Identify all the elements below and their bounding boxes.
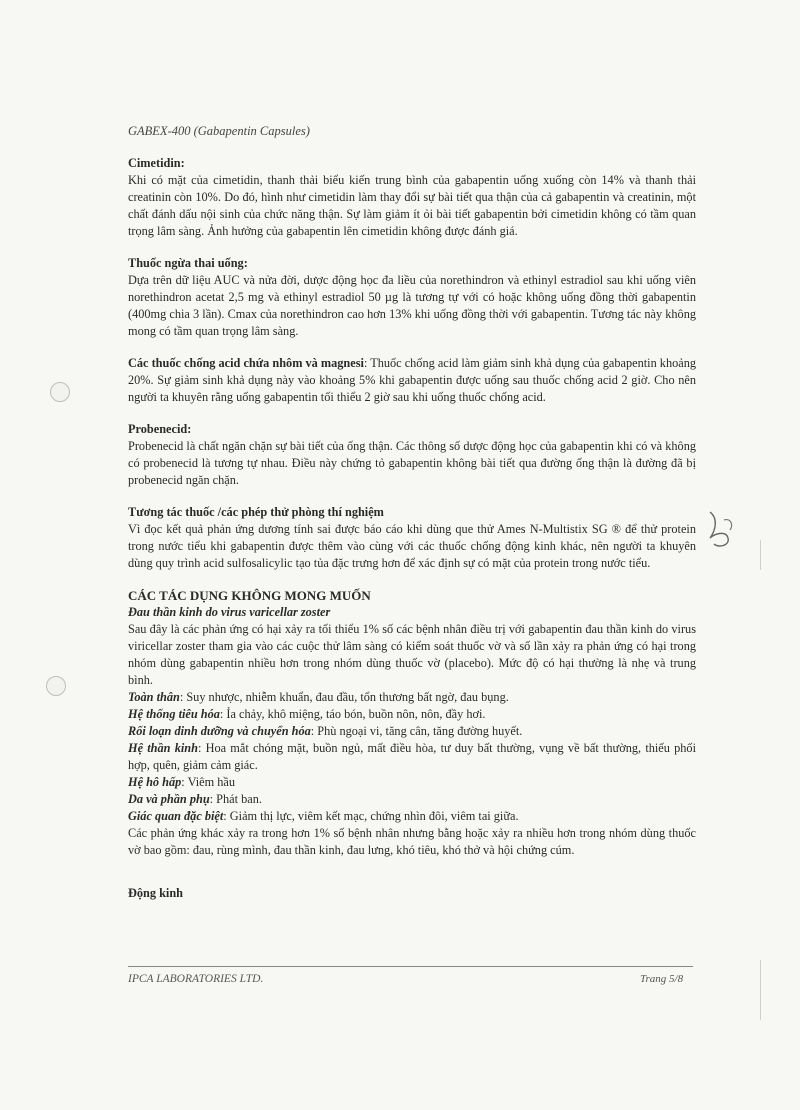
adverse-item-text: : Ỉa chảy, khô miệng, táo bón, buồn nôn, nôn, đầy hơi. — [219, 707, 486, 721]
adverse-item-label: Hệ thần kinh — [128, 741, 198, 755]
section-body: Dựa trên dữ liệu AUC và nửa đời, dược động học đa liều của norethindron và ethinyl estradiol sau khi uống viên norethindron acetat 2,5 mg và ethinyl estradiol 50 µg là tương tự với có hoặc không uống đồng thời gabapentin (400mg chia 3 lần). Cmax của norethindron cao hơn 13% khi uống đồng thời với gabapentin. Tương tác này không mong có tầm quan trọng lâm sàng. — [128, 273, 696, 338]
section-oral-contraceptives — [128, 255, 696, 340]
adverse-item-text: : Phù ngoại vi, tăng cân, tăng đường huyết. — [310, 724, 523, 738]
scan-edge-line — [760, 960, 761, 1020]
section-title: Thuốc ngừa thai uống: — [128, 256, 248, 270]
section-probenecid — [128, 421, 696, 489]
adverse-item-text: : Phát ban. — [209, 792, 262, 806]
section-cimetidin — [128, 155, 696, 240]
section-lab-tests — [128, 504, 696, 572]
adverse-title: CÁC TÁC DỤNG KHÔNG MONG MUỐN — [128, 588, 371, 603]
scan-edge-line — [760, 540, 761, 570]
section-title: Tương tác thuốc /các phép thử phòng thí nghiệm — [128, 505, 384, 519]
adverse-item — [128, 689, 696, 706]
adverse-item-text: : Giảm thị lực, viêm kết mạc, chứng nhìn đôi, viêm tai giữa. — [223, 809, 519, 823]
punch-hole-bottom — [46, 676, 66, 696]
next-section-heading: Động kinh — [128, 886, 184, 900]
footer-company: IPCA LABORATORIES LTD. — [128, 973, 264, 985]
document-body — [128, 155, 696, 902]
adverse-item — [128, 740, 696, 774]
section-body: Probenecid là chất ngăn chặn sự bài tiết của ống thận. Các thông số dược động học của gabapentin khi có và không có probenecid là tương tự nhau. Điều này chứng tỏ gabapentin không bài tiết qua đường ống thận là đường đã bị probenecid ngăn chặn. — [128, 439, 696, 487]
adverse-item — [128, 808, 696, 825]
adverse-item-label: Hệ hô hấp — [128, 775, 182, 789]
document-header: GABEX-400 (Gabapentin Capsules) — [128, 124, 310, 138]
punch-hole-top — [50, 382, 70, 402]
footer-page-number: Trang 5/8 — [640, 973, 684, 985]
adverse-item — [128, 723, 696, 740]
adverse-item-text: : Suy nhược, nhiễm khuẩn, đau đầu, tổn thương bất ngờ, đau bụng. — [179, 690, 509, 704]
section-title: Cimetidin: — [128, 156, 185, 170]
adverse-closing: Các phản ứng khác xảy ra trong hơn 1% số bệnh nhân nhưng bằng hoặc xảy ra nhiều hơn trong nhóm dùng thuốc vờ bao gồm: đau, rùng mình, đau thần kinh, đau lưng, khó tiêu, khó thở và hội chứng cúm. — [128, 826, 696, 857]
adverse-item-text: : Hoa mắt chóng mặt, buồn ngủ, mất điều hòa, tư duy bất thường, vụng về bất thường, thiếu phối hợp, quên, giảm cảm giác. — [128, 741, 696, 772]
adverse-intro: Sau đây là các phản ứng có hại xảy ra tối thiểu 1% số các bệnh nhân điều trị với gabapentin đau thần kinh do virus viricellar zoster tham gia vào các cuộc thử lâm sàng có kiểm soát thuốc vờ và số lần xảy ra phản ứng có hại trong nhóm dùng gabapentin nhiều hơn trong nhóm dùng thuốc vờ (placebo). Mức độ có hại thường là nhẹ và trung bình. — [128, 622, 696, 687]
adverse-item-label: Rối loạn dinh dưỡng và chuyển hóa — [128, 724, 311, 738]
footer-divider — [128, 966, 693, 967]
adverse-item — [128, 706, 696, 723]
adverse-item-label: Da và phần phụ — [128, 792, 210, 806]
adverse-item-label: Toàn thân — [128, 690, 180, 704]
adverse-subtitle: Đau thần kinh do virus varicellar zoster — [128, 605, 331, 619]
adverse-item-label: Hệ thống tiêu hóa — [128, 707, 220, 721]
section-antacids — [128, 355, 696, 406]
section-body: Khi có mặt của cimetidin, thanh thải biểu kiến trung bình của gabapentin uống xuống còn 14% và thanh thải creatinin còn 10%. Do đó, hình như cimetidin làm thay đổi sự bài tiết qua thận của cả gabapentin và creatinin, một chất đánh dấu nội sinh của chức năng thận. Sự làm giảm ít ỏi bài tiết gabapentin bởi cimetidin không có tầm quan trọng lâm sàng. Ảnh hưởng của gabapentin lên cimetidin không được đánh giá. — [128, 173, 696, 238]
section-body: Vì đọc kết quả phản ứng dương tính sai được báo cáo khi dùng que thử Ames N-Multistix SG ® để thử protein trong nước tiểu khi gabapentin được thêm vào cùng với các thuốc chống động kinh khác, nên người ta khuyên dùng quy trình acid sulfosalicylic tạo tủa đặc trưng hơn để xác định sự có mặt của protein trong nước tiểu. — [128, 522, 696, 570]
adverse-item — [128, 774, 696, 791]
section-body: : Thuốc chống acid làm giảm sinh khả dụng của gabapentin khoảng 20%. Sự giảm sinh khả dụng này vào khoảng 5% khi gabapentin được uống sau thuốc chống acid 2 giờ. Cho nên người ta khuyên rằng uống gabapentin tối thiểu 2 giờ sau khi uống thuốc chống acid. — [128, 356, 697, 404]
adverse-item — [128, 791, 696, 808]
handwritten-mark-icon — [704, 508, 738, 554]
section-paragraph — [128, 355, 696, 406]
adverse-item-label: Giác quan đặc biệt — [128, 809, 224, 823]
section-title: Các thuốc chống acid chứa nhôm và magnesi — [128, 356, 364, 370]
section-adverse-effects — [128, 587, 696, 859]
adverse-item-text: : Viêm hầu — [181, 775, 235, 789]
section-title: Probenecid: — [128, 422, 192, 436]
